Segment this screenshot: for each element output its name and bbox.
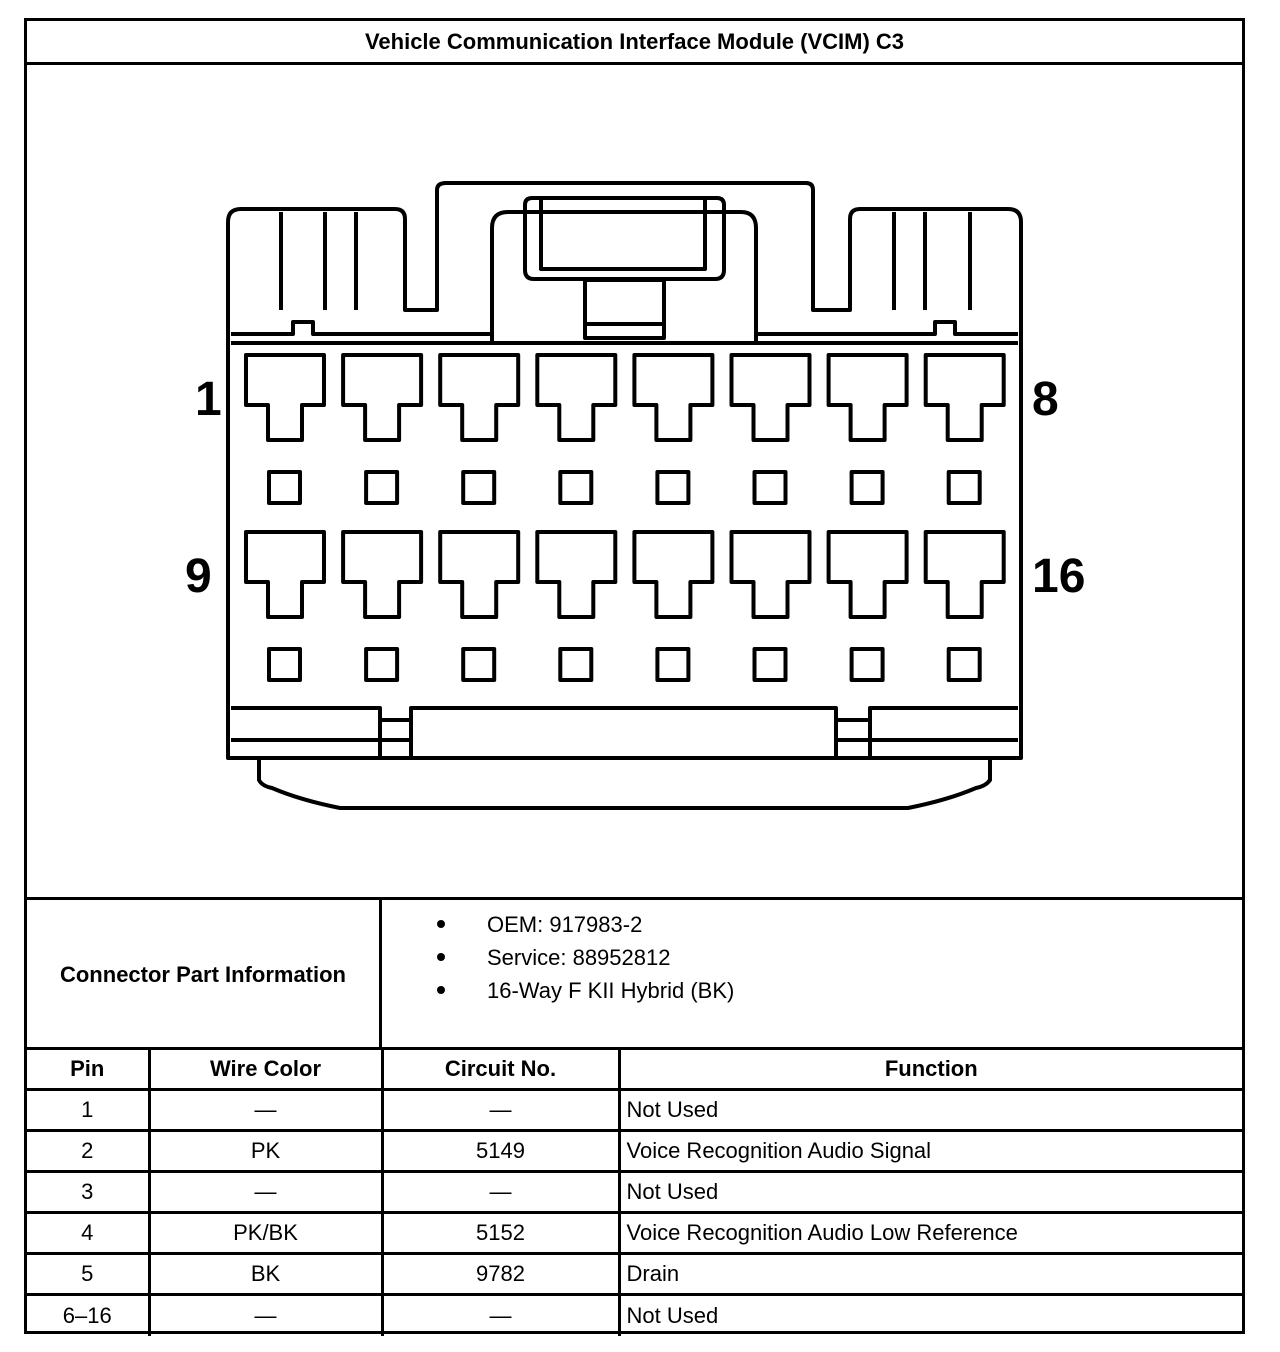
cavity-pin-11 xyxy=(440,532,518,617)
pin-label-8: 8 xyxy=(1032,373,1059,426)
cell-circuit: 9782 xyxy=(382,1254,619,1295)
cell-circuit: 5152 xyxy=(382,1213,619,1254)
cell-circuit: — xyxy=(382,1295,619,1336)
part-info-label: Connector Part Information xyxy=(27,900,382,1049)
cell-wire-color: PK xyxy=(149,1131,382,1172)
cell-pin: 1 xyxy=(27,1090,149,1131)
cell-pin: 4 xyxy=(27,1213,149,1254)
cell-wire-color: BK xyxy=(149,1254,382,1295)
terminal-cavities xyxy=(246,355,1004,680)
part-info-list xyxy=(382,908,734,1007)
lower-band xyxy=(231,720,1018,758)
lock-square-6 xyxy=(755,472,786,503)
lock-square-10 xyxy=(366,649,397,680)
table-row xyxy=(27,1254,1242,1295)
table-row xyxy=(27,1295,1242,1336)
cavity-pin-13 xyxy=(634,532,712,617)
lock-square-14 xyxy=(755,649,786,680)
part-info-description: 16-Way F KII Hybrid (BK) xyxy=(487,978,735,1003)
connector-diagram xyxy=(27,21,1242,897)
upper-shelf xyxy=(756,322,1018,334)
lock-square-15 xyxy=(852,649,883,680)
table-header-row xyxy=(27,1049,1242,1090)
cavity-pin-1 xyxy=(246,355,324,440)
cavity-pin-15 xyxy=(829,532,907,617)
lock-square-13 xyxy=(657,649,688,680)
page-title: Vehicle Communication Interface Module (VCIM) C3 xyxy=(27,21,1242,65)
header-wire-color: Wire Color xyxy=(149,1049,382,1090)
cell-function: Not Used xyxy=(619,1172,1242,1213)
lower-band xyxy=(231,708,1018,720)
table-row xyxy=(27,1131,1242,1172)
table-row xyxy=(27,1090,1242,1131)
bullet-icon xyxy=(437,986,445,994)
pin-label-9: 9 xyxy=(185,550,212,603)
cell-function: Not Used xyxy=(619,1295,1242,1336)
part-info-service: Service: 88952812 xyxy=(487,945,671,970)
latch-button xyxy=(585,280,664,338)
lock-square-2 xyxy=(366,472,397,503)
cavity-pin-16 xyxy=(926,532,1004,617)
cavity-pin-8 xyxy=(926,355,1004,440)
cell-pin: 5 xyxy=(27,1254,149,1295)
cell-pin: 6–16 xyxy=(27,1295,149,1336)
table-row xyxy=(27,1172,1242,1213)
lock-square-3 xyxy=(463,472,494,503)
cavity-pin-6 xyxy=(732,355,810,440)
lock-square-5 xyxy=(657,472,688,503)
cell-wire-color: — xyxy=(149,1295,382,1336)
cell-function: Voice Recognition Audio Signal xyxy=(619,1131,1242,1172)
cavity-pin-7 xyxy=(829,355,907,440)
cell-circuit: — xyxy=(382,1172,619,1213)
lock-square-16 xyxy=(949,649,980,680)
lock-square-1 xyxy=(269,472,300,503)
cavity-pin-2 xyxy=(343,355,421,440)
bullet-icon xyxy=(437,953,445,961)
list-item xyxy=(382,908,734,941)
cavity-pin-5 xyxy=(634,355,712,440)
cavity-pin-10 xyxy=(343,532,421,617)
cavity-pin-9 xyxy=(246,532,324,617)
header-pin: Pin xyxy=(27,1049,149,1090)
cavity-pin-14 xyxy=(732,532,810,617)
table-row xyxy=(27,1213,1242,1254)
list-item xyxy=(382,974,734,1007)
lock-square-7 xyxy=(852,472,883,503)
lock-square-11 xyxy=(463,649,494,680)
list-item xyxy=(382,941,734,974)
lock-square-12 xyxy=(560,649,591,680)
header-circuit-no: Circuit No. xyxy=(382,1049,619,1090)
lock-square-8 xyxy=(949,472,980,503)
pin-table xyxy=(27,1047,1242,1336)
connector-skirt xyxy=(259,760,990,808)
cell-function: Not Used xyxy=(619,1090,1242,1131)
lock-square-4 xyxy=(560,472,591,503)
cell-pin: 3 xyxy=(27,1172,149,1213)
upper-shelf xyxy=(231,322,492,334)
lock-square-9 xyxy=(269,649,300,680)
header-function: Function xyxy=(619,1049,1242,1090)
cell-wire-color: — xyxy=(149,1090,382,1131)
cell-wire-color: PK/BK xyxy=(149,1213,382,1254)
cell-pin: 2 xyxy=(27,1131,149,1172)
cell-function: Voice Recognition Audio Low Reference xyxy=(619,1213,1242,1254)
pin-label-16: 16 xyxy=(1032,550,1086,603)
cavity-pin-12 xyxy=(537,532,615,617)
pin-label-1: 1 xyxy=(195,373,222,426)
cavity-pin-4 xyxy=(537,355,615,440)
part-info-oem: OEM: 917983-2 xyxy=(487,912,643,937)
cell-circuit: — xyxy=(382,1090,619,1131)
bullet-icon xyxy=(437,920,445,928)
cavity-pin-3 xyxy=(440,355,518,440)
cell-circuit: 5149 xyxy=(382,1131,619,1172)
cell-wire-color: — xyxy=(149,1172,382,1213)
cell-function: Drain xyxy=(619,1254,1242,1295)
connector-part-info xyxy=(27,897,1242,1049)
document-frame xyxy=(24,18,1245,1334)
